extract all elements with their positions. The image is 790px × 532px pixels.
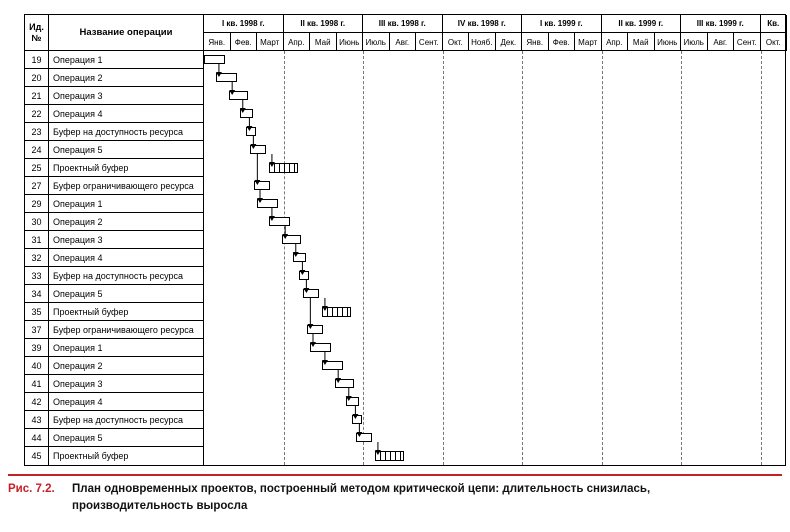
task-id-cell: 40 <box>25 357 49 374</box>
table-row <box>25 339 203 357</box>
month-cell: Фев. <box>231 33 258 51</box>
task-name-cell: Буфер ограничивающего ресурса <box>53 324 194 335</box>
table-row <box>25 213 203 231</box>
task-id-cell: 33 <box>25 267 49 284</box>
project-buffer-bar <box>375 451 404 461</box>
month-cell: Нояб. <box>469 33 496 51</box>
table-row <box>25 321 203 339</box>
task-name-cell: Операция 4 <box>53 396 103 407</box>
task-bar <box>240 109 253 118</box>
gantt-chart <box>204 15 785 465</box>
figure-caption <box>8 481 782 514</box>
quarter-gridline <box>284 51 285 465</box>
quarter-cell: I кв. 1998 г. <box>204 15 284 33</box>
month-cell: Авг. <box>708 33 735 51</box>
task-bar <box>257 199 278 208</box>
task-id-cell: 19 <box>25 51 49 68</box>
table-row <box>25 159 203 177</box>
task-id-cell: 29 <box>25 195 49 212</box>
task-id-cell: 22 <box>25 105 49 122</box>
task-name-cell: Операция 2 <box>53 360 103 371</box>
quarter-gridline <box>681 51 682 465</box>
task-bar <box>293 253 306 262</box>
buffer-bar <box>254 181 270 190</box>
gantt-body <box>204 51 787 465</box>
figure-number: Рис. 7.2. <box>8 483 55 495</box>
gantt-figure <box>24 14 786 466</box>
task-table-header <box>25 15 203 51</box>
task-name-cell: Проектный буфер <box>53 451 129 461</box>
task-name-cell: Проектный буфер <box>53 306 129 317</box>
task-name-cell: Операция 5 <box>53 144 103 155</box>
month-cell: Июль <box>681 33 708 51</box>
task-name-cell: Операция 3 <box>53 234 103 245</box>
task-name-cell: Операция 4 <box>53 252 103 263</box>
project-buffer-bar <box>322 307 351 317</box>
table-row <box>25 231 203 249</box>
task-id-cell: 39 <box>25 339 49 356</box>
table-row <box>25 285 203 303</box>
table-row <box>25 393 203 411</box>
table-row <box>25 141 203 159</box>
month-cell: Авг. <box>390 33 417 51</box>
task-id-cell: 31 <box>25 231 49 248</box>
month-cell: Янв. <box>204 33 231 51</box>
table-row <box>25 105 203 123</box>
task-name-cell: Операция 4 <box>53 108 103 119</box>
task-name-cell: Операция 5 <box>53 288 103 299</box>
quarter-cell: IV кв. 1998 г. <box>443 15 523 33</box>
figure-caption-text: План одновременных проектов, построенный методом критической цепи: длительность снизилась, производительность выросла <box>72 483 651 512</box>
table-row <box>25 267 203 285</box>
table-row <box>25 123 203 141</box>
task-bar <box>269 217 290 226</box>
task-id-cell: 42 <box>25 393 49 410</box>
task-table-body <box>25 51 203 465</box>
task-bar <box>322 361 343 370</box>
task-name-cell: Буфер на доступность ресурса <box>53 414 184 425</box>
task-table <box>25 15 204 465</box>
task-id-cell: 34 <box>25 285 49 302</box>
month-cell: Июль <box>363 33 390 51</box>
task-id-cell: 45 <box>25 447 49 465</box>
table-row <box>25 357 203 375</box>
task-name-cell: Проектный буфер <box>53 162 129 173</box>
id-column-header <box>25 15 49 50</box>
name-column-header: Название операции <box>79 27 173 38</box>
task-id-cell: 20 <box>25 69 49 86</box>
quarter-cell: II кв. 1999 г. <box>602 15 682 33</box>
month-cell: Апр. <box>284 33 311 51</box>
task-id-cell: 24 <box>25 141 49 158</box>
month-cell: Окт. <box>443 33 470 51</box>
table-row <box>25 303 203 321</box>
month-cell: Июнь <box>655 33 682 51</box>
month-cell: Сент. <box>734 33 761 51</box>
gantt-header <box>204 15 785 51</box>
table-row <box>25 249 203 267</box>
task-id-cell: 35 <box>25 303 49 320</box>
quarter-cell: I кв. 1999 г. <box>522 15 602 33</box>
table-row <box>25 69 203 87</box>
task-name-cell: Операция 3 <box>53 378 103 389</box>
task-id-cell: 30 <box>25 213 49 230</box>
month-cell: Март <box>257 33 284 51</box>
project-buffer-bar <box>269 163 298 173</box>
task-id-cell: 37 <box>25 321 49 338</box>
month-cell: Март <box>575 33 602 51</box>
task-bar <box>229 91 248 100</box>
month-cell: Май <box>628 33 655 51</box>
task-id-cell: 41 <box>25 375 49 392</box>
task-id-cell: 25 <box>25 159 49 176</box>
task-bar <box>346 397 359 406</box>
task-name-cell: Буфер на доступность ресурса <box>53 270 184 281</box>
task-bar <box>250 145 266 154</box>
task-bar <box>303 289 319 298</box>
task-name-cell: Операция 1 <box>53 342 103 353</box>
quarter-gridline <box>602 51 603 465</box>
task-bar <box>335 379 354 388</box>
month-cell: Май <box>310 33 337 51</box>
task-id-cell: 44 <box>25 429 49 446</box>
task-name-cell: Операция 5 <box>53 432 103 443</box>
caption-rule <box>8 474 782 476</box>
buffer-bar <box>246 127 255 136</box>
task-bar <box>216 73 237 82</box>
table-row <box>25 87 203 105</box>
quarter-cell: III кв. 1999 г. <box>681 15 761 33</box>
task-name-cell: Буфер на доступность ресурса <box>53 126 184 137</box>
task-id-cell: 23 <box>25 123 49 140</box>
task-bar <box>310 343 331 352</box>
month-cell: Янв. <box>522 33 549 51</box>
buffer-bar <box>307 325 323 334</box>
task-name-cell: Буфер ограничивающего ресурса <box>53 180 194 191</box>
table-row <box>25 177 203 195</box>
task-id-cell: 32 <box>25 249 49 266</box>
buffer-bar <box>352 415 361 424</box>
quarter-gridline <box>761 51 762 465</box>
quarter-gridline <box>522 51 523 465</box>
month-cell: Дек. <box>496 33 523 51</box>
month-cell: Июнь <box>337 33 364 51</box>
quarter-cell: III кв. 1998 г. <box>363 15 443 33</box>
table-row <box>25 429 203 447</box>
table-row <box>25 447 203 465</box>
month-cell: Фев. <box>549 33 576 51</box>
month-cell: Сент. <box>416 33 443 51</box>
task-name-cell: Операция 1 <box>53 198 103 209</box>
table-row <box>25 51 203 69</box>
task-name-cell: Операция 2 <box>53 216 103 227</box>
quarter-gridline <box>443 51 444 465</box>
table-row <box>25 411 203 429</box>
dependency-arrows <box>204 51 787 465</box>
task-id-cell: 43 <box>25 411 49 428</box>
task-id-cell: 27 <box>25 177 49 194</box>
id-header-line1: Ид. <box>29 22 44 33</box>
task-id-cell: 21 <box>25 87 49 104</box>
quarter-cell: Кв. <box>761 15 788 33</box>
task-name-cell: Операция 2 <box>53 72 103 83</box>
table-row <box>25 195 203 213</box>
month-cell: Апр. <box>602 33 629 51</box>
buffer-bar <box>299 271 308 280</box>
task-bar <box>282 235 301 244</box>
table-row <box>25 375 203 393</box>
quarter-cell: II кв. 1998 г. <box>284 15 364 33</box>
task-bar <box>204 55 225 64</box>
task-name-cell: Операция 1 <box>53 54 103 65</box>
task-bar <box>356 433 372 442</box>
quarter-gridline <box>363 51 364 465</box>
month-cell: Окт. <box>761 33 788 51</box>
task-name-cell: Операция 3 <box>53 90 103 101</box>
id-header-line2: № <box>31 32 42 43</box>
